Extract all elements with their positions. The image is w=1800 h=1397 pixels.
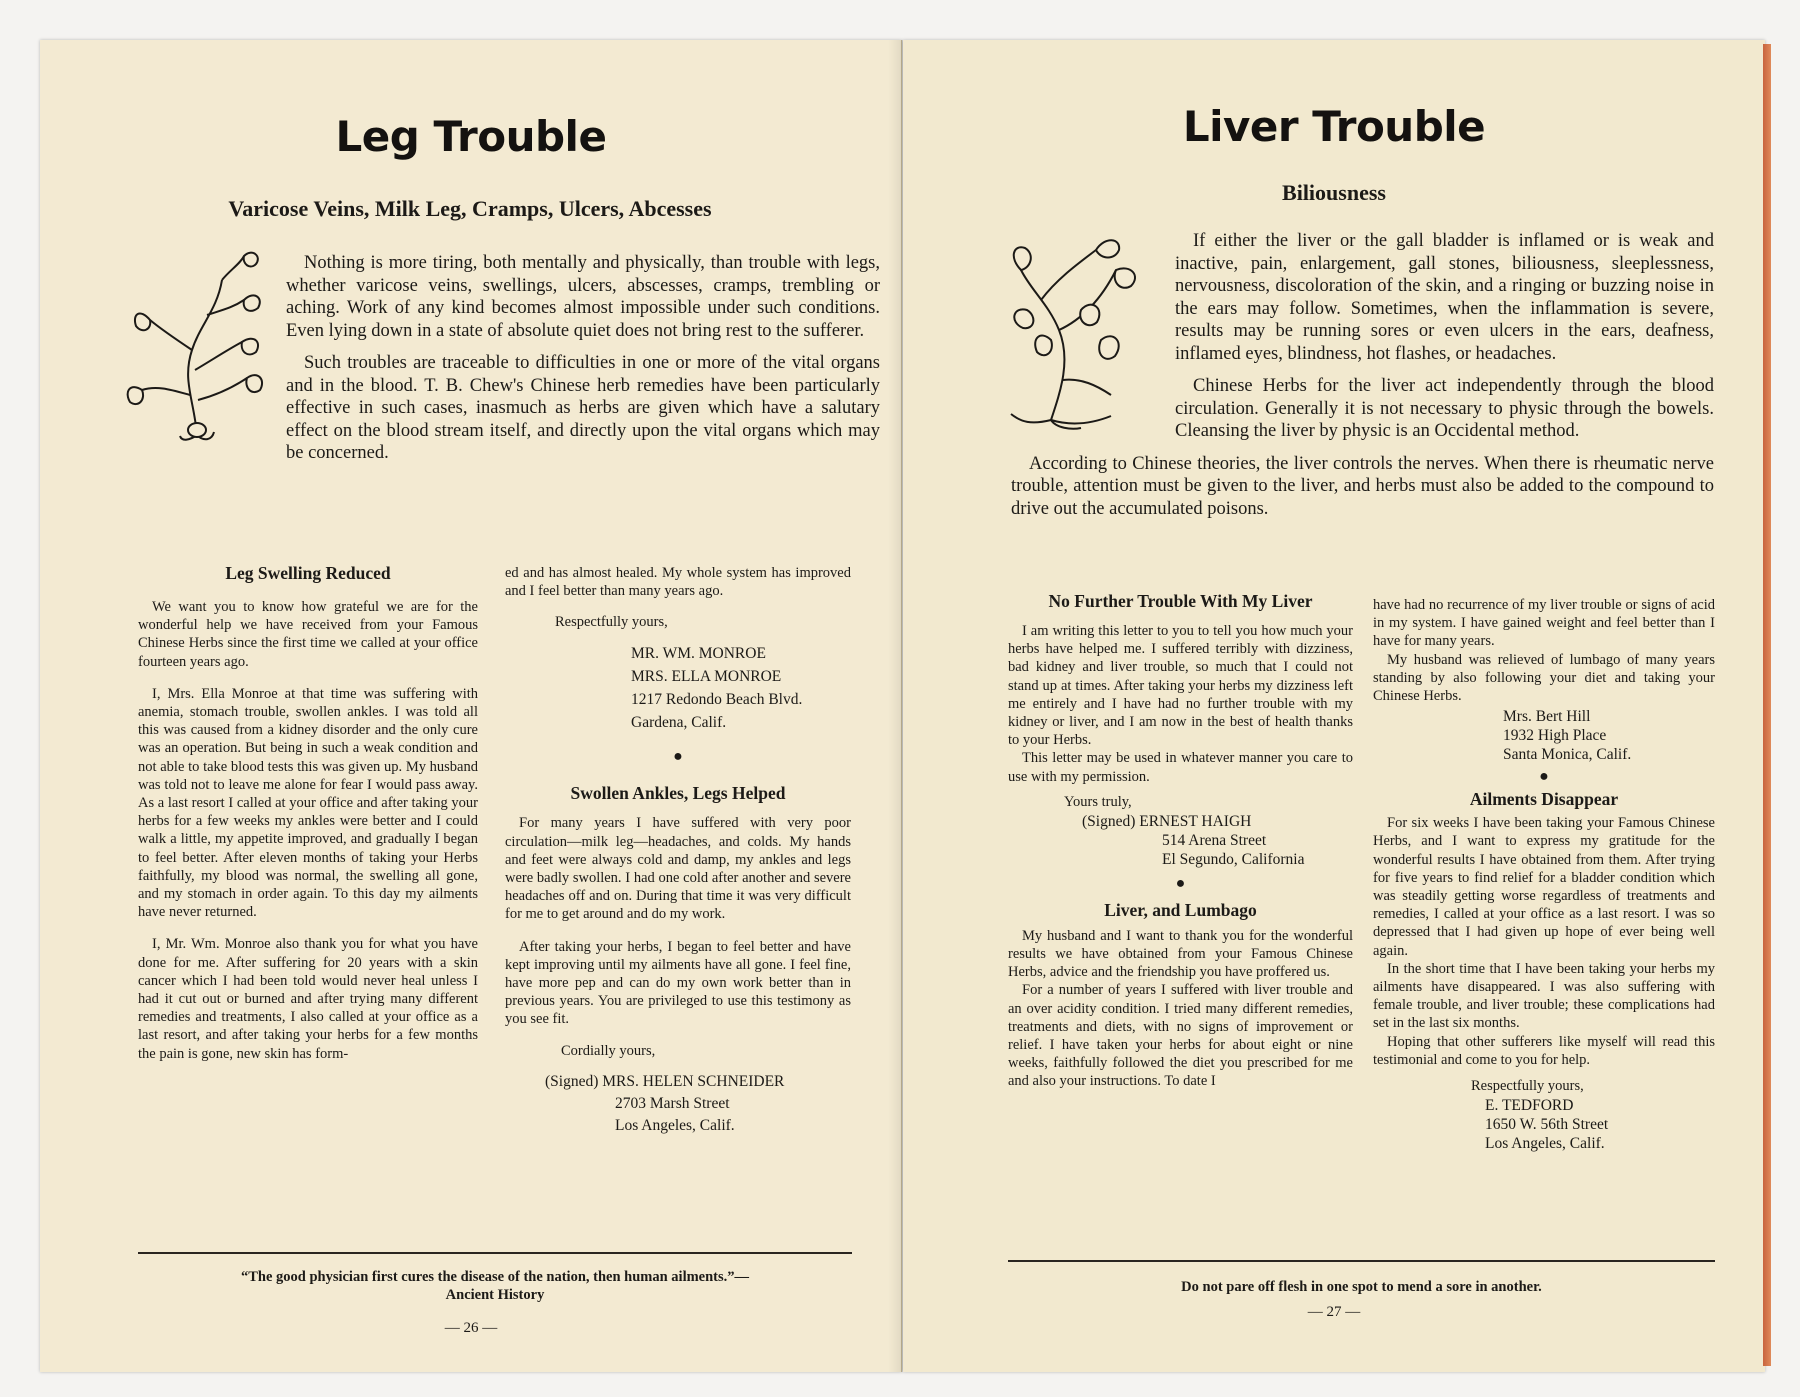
testimonial-paragraph: ed and has almost healed. My whole system has improved and I feel better than many years ago. bbox=[505, 565, 851, 600]
closing-line: Respectfully yours, bbox=[1471, 1078, 1584, 1095]
testimonial-column-2 bbox=[1373, 596, 1715, 1153]
intro-paragraph-1: If either the liver or the gall bladder is inflamed or is weak and inactive, pain, enlargement, gall stones, biliousness, sleeplessness, nervousness, discoloration of the skin, and a ringing or buzzing noise in the ears may follow. Sometimes, when the inflammation is severe, results may be running sores or even ulcers in the ears, deafness, inflamed eyes, blindness, hot flashes, or headaches. bbox=[1175, 231, 1714, 364]
testimonial-heading: Swollen Ankles, Legs Helped bbox=[570, 783, 786, 804]
section-divider-dot: ● bbox=[1539, 768, 1549, 786]
testimonial-heading: No Further Trouble With My Liver bbox=[1048, 591, 1313, 611]
testimonial-heading: Ailments Disappear bbox=[1469, 789, 1619, 810]
signature-line: 514 Arena Street bbox=[1162, 831, 1267, 849]
intro-paragraph-1: Nothing is more tiring, both mentally and physically, than trouble with legs, whether varicose veins, swellings, ulcers, abscesses, cramps, trembling or aching. Work of any kind becomes almost impossible under such conditions. Even lying down in a state of absolute quiet does not bring rest to the sufferer. bbox=[286, 253, 880, 341]
signature-block bbox=[545, 1071, 851, 1137]
testimonial-paragraph: Hoping that other sufferers like myself will read this testimonial and come to you for help. bbox=[1373, 1033, 1715, 1068]
signature-line: El Segundo, California bbox=[1162, 850, 1305, 868]
signature-line: 1650 W. 56th Street bbox=[1485, 1116, 1609, 1134]
testimonial-paragraph: My husband and I want to thank you for the wonderful results we have obtained from your Famous Chinese Herbs, advice and the friendship you have proffered us. bbox=[1008, 927, 1353, 981]
footer-rule bbox=[138, 1252, 852, 1254]
signature-line: Santa Monica, Calif. bbox=[1503, 746, 1632, 764]
closing-line: Respectfully yours, bbox=[555, 614, 668, 631]
intro-paragraph-3: According to Chinese theories, the liver controls the nerves. When there is rheumatic nerve trouble, attention must be given to the liver, and herbs must also be added to the compound to drive out the accumulated poisons. bbox=[1011, 453, 1714, 519]
section-divider-dot: ● bbox=[1175, 874, 1186, 892]
testimonial-heading: Leg Swelling Reduced bbox=[225, 563, 391, 583]
footer-quote-source: Ancient History bbox=[445, 1287, 545, 1303]
testimonial-paragraph: For many years I have suffered with very poor circulation—milk leg—headaches, and colds. My hands and feet were always cold and damp, my ankles and legs were badly swollen. I had one cold after another and severe headaches off and on. During that time it was very difficult for me to get around and do my work. bbox=[505, 815, 851, 923]
testimonial-paragraph: For six weeks I have been taking your Famous Chinese Herbs, and I want to express my gratitude for the wonderful results I have obtained from them. After trying for five years to find relief for a bladder condition which was steadily getting worse regardless of treatments and remedies, I called at your office as a last resort. I was so depressed that I had given up hope of ever being well again. bbox=[1373, 815, 1715, 959]
testimonial-paragraph: I am writing this letter to you to tell you how much your herbs have helped me. I suffered terribly with dizziness, bad kidney and liver trouble, so much that I could not stand up at times. After taking your herbs my dizziness left me entirely and I have had no further trouble with my kidney or liver, and I am now in the best of health thanks to your Herbs. bbox=[1008, 623, 1353, 749]
signature-block bbox=[631, 642, 851, 734]
footer-quote-text: Do not pare off flesh in one spot to mend a sore in another. bbox=[1181, 1279, 1542, 1295]
testimonial-paragraph: We want you to know how grateful we are for the wonderful help we have received from your Famous Chinese Herbs since the first time we called at your office fourteen years ago. bbox=[138, 599, 478, 670]
closing-line: Yours truly, bbox=[1064, 793, 1132, 810]
page-subtitle: Biliousness bbox=[1282, 180, 1386, 205]
intro-paragraph-2: Chinese Herbs for the liver act independently through the blood circulation. Generally it is not necessary to physic through the bowels. Cleansing the liver by physic is an Occidental method. bbox=[1175, 376, 1714, 441]
testimonial-paragraph: I, Mrs. Ella Monroe at that time was suffering with anemia, stomach trouble, swollen ankles. I was told all this was caused from a kidney disorder and the only cure was an operation. But being in such a weak condition and not able to take blood tests this was given up. My husband was told not to leave me alone for fear I would pass away. As a last resort I called at your office and after taking your herbs for a few weeks my ankles were better and I could walk a little, my appetite improved, and gradually I began to feel better. After eleven months of taking your Herbs faithfully, my blood was normal, the swelling all gone, and my stomach in order again. To this day my ailments have never returned. bbox=[138, 685, 478, 921]
signature-block bbox=[1082, 812, 1353, 869]
testimonial-paragraph: I, Mr. Wm. Monroe also thank you for what you have done for me. After suffering for 20 years with a skin cancer which I had been told would never heal unless I had it cut out or burned and after trying many different remedies and treatments, I also called at your office as a last resort, and after taking your herbs for a few months the pain is gone, new skin has form- bbox=[138, 936, 478, 1062]
signature-line: 1217 Redondo Beach Blvd. bbox=[631, 691, 803, 709]
herb-root-illustration bbox=[1001, 230, 1161, 430]
signature-line: 2703 Marsh Street bbox=[615, 1094, 730, 1112]
closing-line: Cordially yours, bbox=[561, 1042, 656, 1059]
signature-line: MR. WM. MONROE bbox=[631, 645, 766, 663]
intro-text bbox=[138, 252, 880, 475]
footer-rule bbox=[1008, 1260, 1715, 1262]
herb-sprig-illustration bbox=[122, 250, 272, 450]
testimonial-column-1 bbox=[138, 562, 478, 1063]
page-27 bbox=[903, 40, 1765, 1372]
signature-line: E. TEDFORD bbox=[1485, 1097, 1574, 1115]
signature-line: 1932 High Place bbox=[1503, 727, 1607, 745]
page-title: Liver Trouble bbox=[1182, 102, 1486, 151]
booklet-spread bbox=[40, 40, 1768, 1372]
page-title: Leg Trouble bbox=[335, 112, 607, 161]
testimonial-column-1 bbox=[1008, 590, 1353, 1091]
testimonial-paragraph: For a number of years I suffered with liver trouble and an over acidity condition. I tried many different remedies, treatments and diets, with no signs of improvement or relief. I have taken your herbs for about eight or nine weeks, faithfully followed the diet you prescribed for me and also your instructions. To date I bbox=[1008, 982, 1353, 1090]
section-divider-dot: ● bbox=[673, 748, 683, 766]
intro-paragraph-2: Such troubles are traceable to difficulties in one or more of the vital organs and in the blood. T. B. Chew's Chinese herb remedies have been particularly effective in such cases, inasmuch as herbs are given which have a salutary effect on the blood stream itself, and directly upon the vital organs which may be concerned. bbox=[286, 353, 880, 463]
signature-line: (Signed) ERNEST HAIGH bbox=[1082, 812, 1252, 830]
testimonial-paragraph: After taking your herbs, I began to feel better and have kept improving until my ailments have all gone. I feel fine, have more pep and can do my own work better than in previous years. You are privileged to use this testimony as you see fit. bbox=[505, 938, 851, 1028]
signature-line: Mrs. Bert Hill bbox=[1503, 708, 1591, 726]
testimonial-paragraph: have had no recurrence of my liver trouble or signs of acid in my system. I have gained weight and feel better than I have for many years. bbox=[1373, 597, 1715, 650]
testimonial-column-2 bbox=[505, 564, 851, 1137]
signature-block bbox=[1485, 1096, 1715, 1153]
footer-quote bbox=[138, 1268, 852, 1304]
footer-quote-text: “The good physician first cures the disease of the nation, then human ailments.”— bbox=[240, 1269, 750, 1285]
intro-text bbox=[1011, 230, 1714, 530]
testimonial-paragraph: This letter may be used in whatever manner you care to use with my permission. bbox=[1008, 750, 1353, 785]
signature-block bbox=[1503, 707, 1715, 764]
signature-line: Los Angeles, Calif. bbox=[615, 1116, 735, 1134]
signature-line: Los Angeles, Calif. bbox=[1485, 1135, 1605, 1153]
page-number: — 26 — bbox=[444, 1320, 498, 1336]
testimonial-heading: Liver, and Lumbago bbox=[1104, 899, 1257, 920]
testimonial-paragraph: My husband was relieved of lumbago of many years standing by also following your diet and taking your Chinese Herbs. bbox=[1373, 651, 1715, 705]
signature-line: MRS. ELLA MONROE bbox=[631, 668, 782, 686]
signature-line: Gardena, Calif. bbox=[631, 714, 727, 732]
signature-line: (Signed) MRS. HELEN SCHNEIDER bbox=[545, 1072, 785, 1090]
testimonial-paragraph: In the short time that I have been taking your herbs my ailments have disappeared. I was also suffering with female trouble, and liver trouble; these complications had set in the last six months. bbox=[1373, 960, 1715, 1032]
page-number: — 27 — bbox=[1307, 1304, 1361, 1320]
page-26 bbox=[40, 40, 902, 1372]
page-subtitle: Varicose Veins, Milk Leg, Cramps, Ulcers, Abcesses bbox=[228, 196, 712, 221]
